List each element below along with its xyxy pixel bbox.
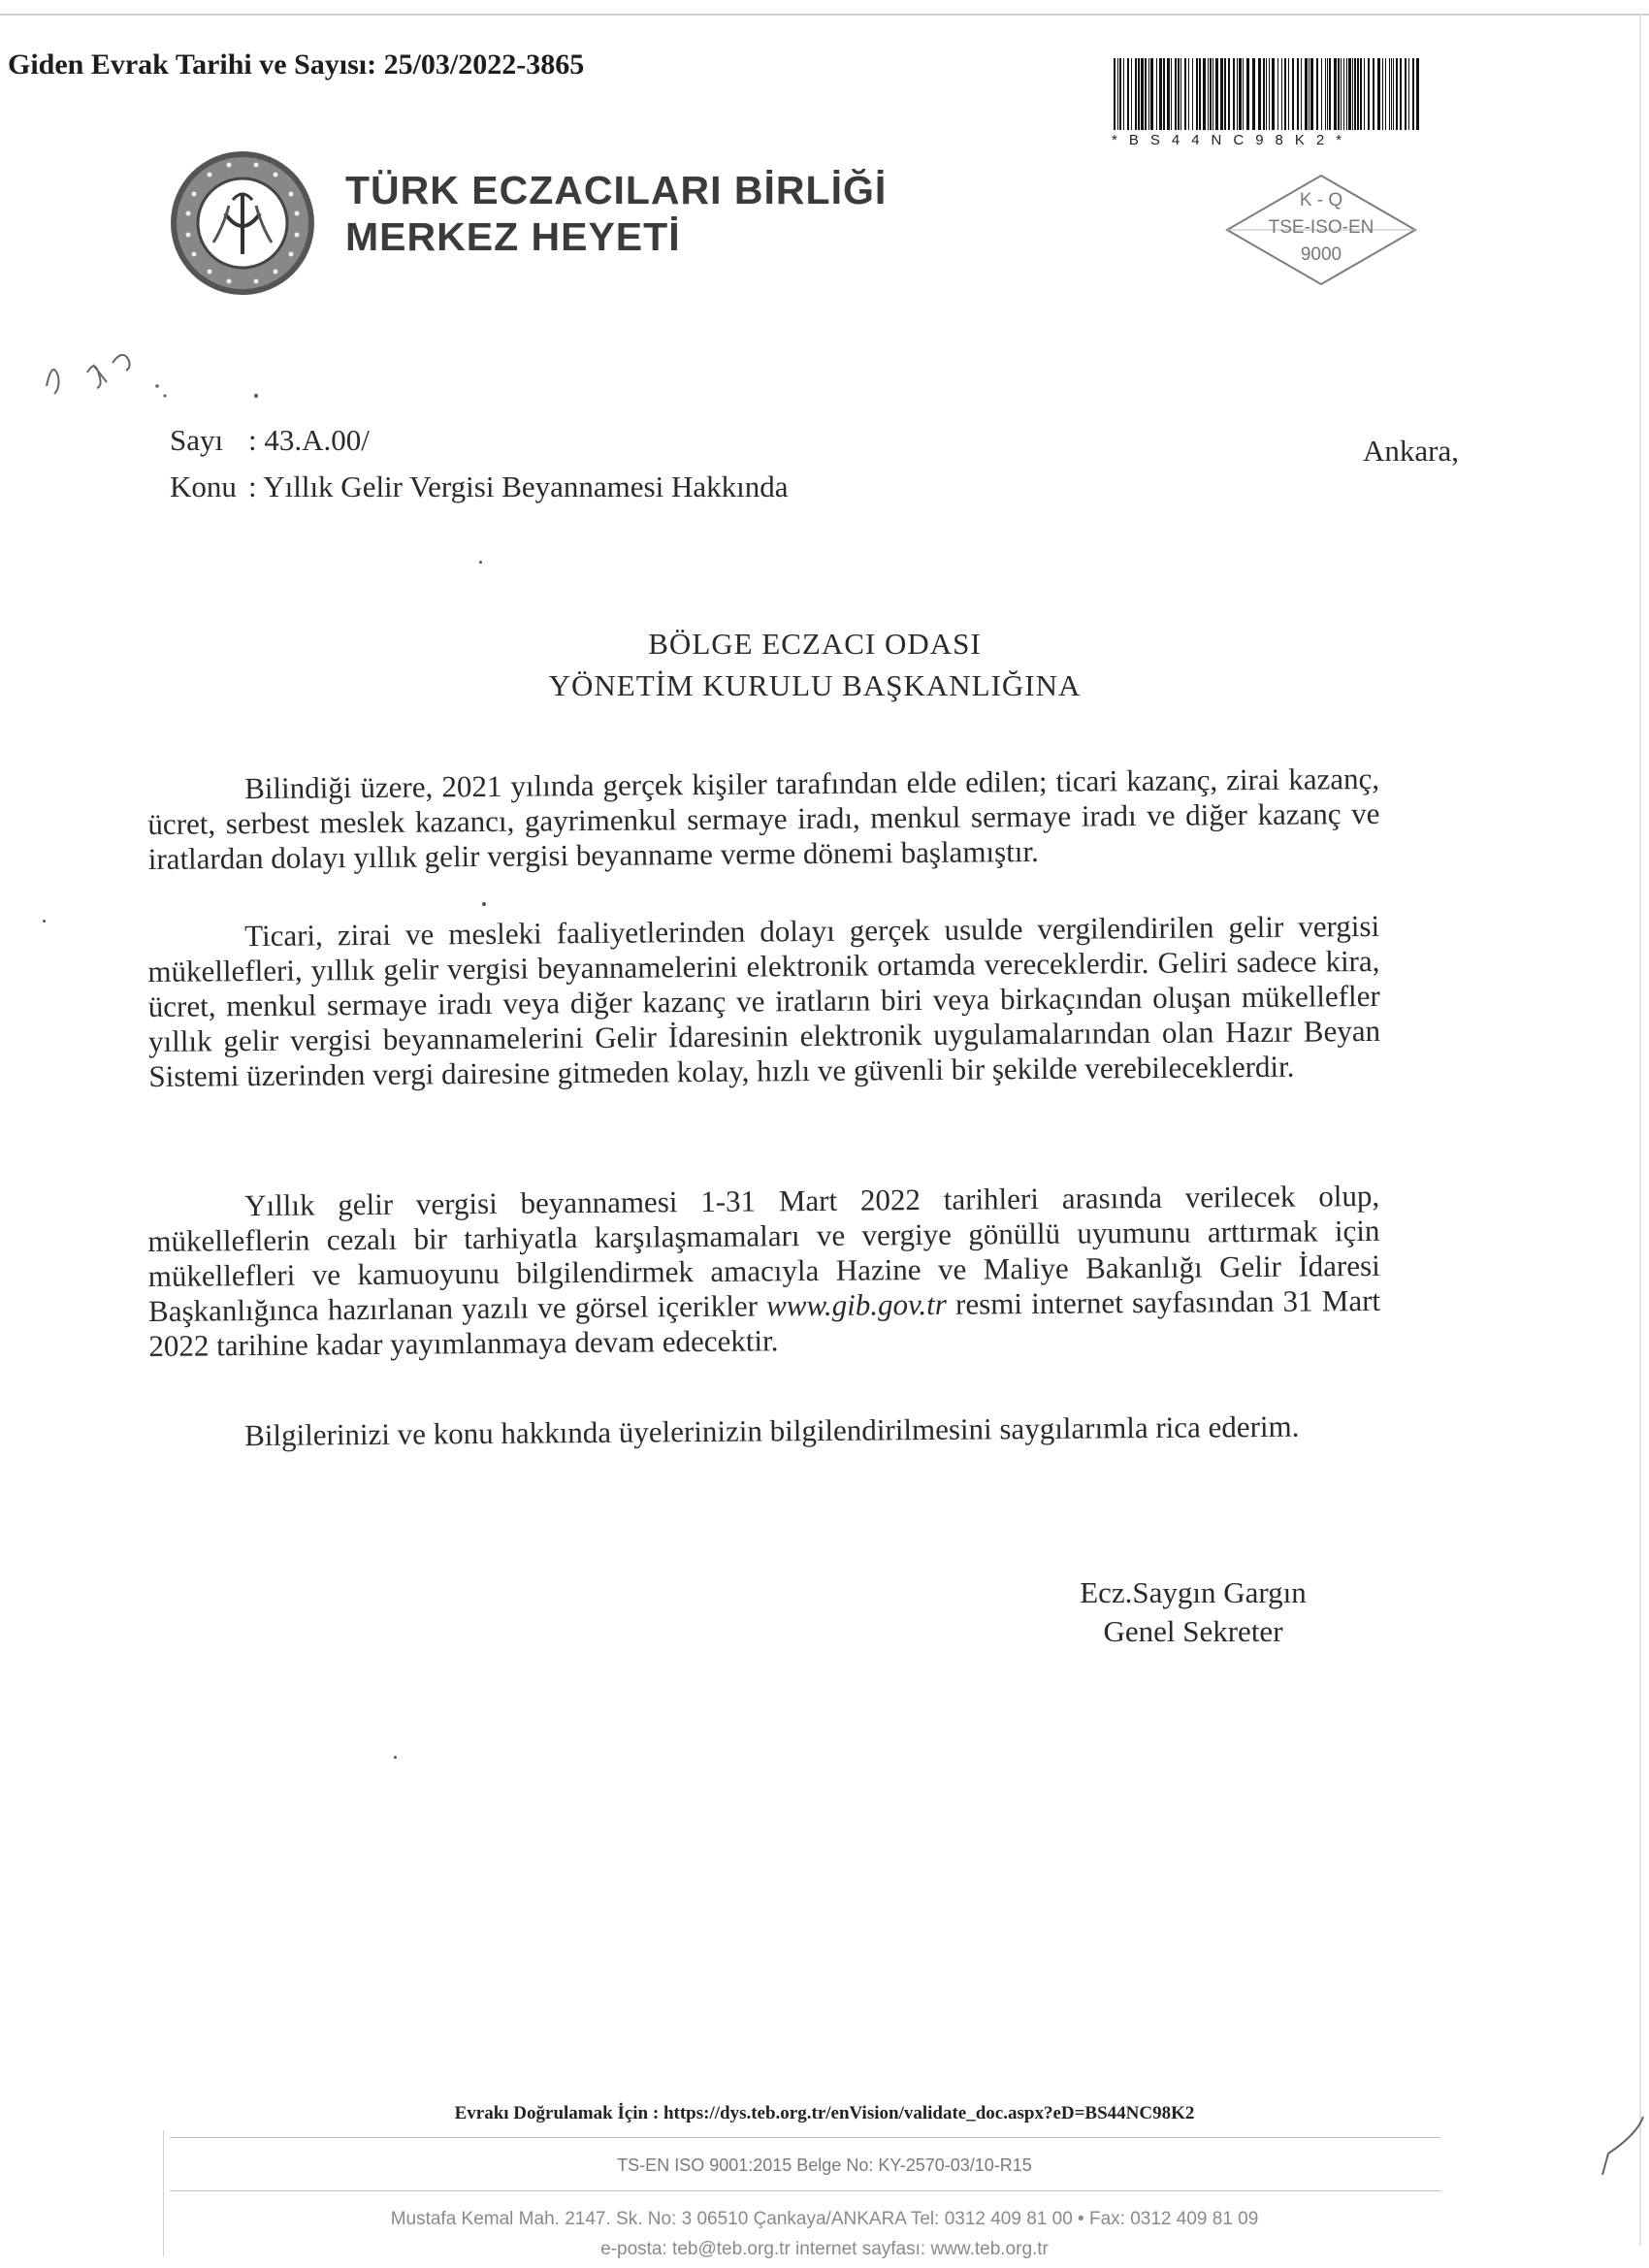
- scan-speck: [43, 920, 46, 923]
- organization-name: [345, 167, 887, 260]
- footer-divider-top: [170, 2137, 1440, 2138]
- reference-number-label: Sayı: [170, 423, 224, 457]
- subject-value: : Yıllık Gelir Vergisi Beyannamesi Hakkında: [248, 470, 789, 503]
- outgoing-document-label: Giden Evrak Tarihi ve Sayısı: 25/03/2022-3865: [8, 49, 585, 81]
- tse-certification-mark: [1224, 173, 1418, 287]
- body-paragraph-2: [147, 909, 1381, 1094]
- iso-certificate-text: TS-EN ISO 9001:2015 Belge No: KY-2570-03/10-R15: [617, 2155, 1032, 2175]
- gib-website-link[interactable]: www.gib.gov.tr: [765, 1286, 948, 1323]
- footer-address: Mustafa Kemal Mah. 2147. Sk. No: 3 06510 Çankaya/ANKARA Tel: 0312 409 81 00 • Fax: 0312 409 81 09: [390, 2209, 1259, 2229]
- tse-mark-line1: K - Q: [1299, 190, 1343, 211]
- organization-seal-icon: [165, 146, 320, 301]
- signature-block: [1048, 1573, 1339, 1651]
- scan-speck: [479, 561, 482, 564]
- subject-row: [170, 464, 788, 510]
- barcode-text: *BS44NC98K2*: [1112, 132, 1354, 148]
- handwritten-mark-icon: [39, 330, 175, 417]
- body-paragraph-3: [147, 1179, 1381, 1364]
- tse-mark-line3: 9000: [1300, 244, 1342, 265]
- reference-number-value: : 43.A.00/: [248, 423, 370, 457]
- reference-number-row: [170, 417, 788, 464]
- signatory-name: Ecz.Saygın Gargın: [1080, 1575, 1307, 1609]
- tse-mark-line2: TSE-ISO-EN: [1268, 217, 1374, 238]
- barcode-icon: [1112, 58, 1426, 134]
- margin-mark-icon: [1599, 2115, 1647, 2212]
- signatory-title: Genel Sekreter: [1103, 1614, 1283, 1648]
- subject-label: Konu: [170, 470, 237, 503]
- organization-name-line1: TÜRK ECZACILARI BİRLİĞİ: [345, 168, 888, 212]
- body-paragraph-3-part2: resmi internet sayfasından 31 Mart 2022 tarihine kadar yayımlanmaya devam edecektir.: [148, 1282, 1381, 1363]
- body-paragraph-2-text: Ticari, zirai ve mesleki faaliyetlerinden dolayı gerçek usulde vergilendirilen gelir vergisi mükellefleri, yıllık gelir vergisi beyannamelerini elektronik ortamda vereceklerdir. Geliri sadece kira, ücret, menkul sermaye iradı veya diğer kazanç ve iratların biri veya birkaçından oluşan mükellefler yıllık gelir vergisi beyannamelerini Gelir İdaresinin elektronik uygulamalarından olan Hazır Beyan Sistemi üzerinden vergi dairesine gitmeden kolay, hızlı ve güvenli bir şekilde verebileceklerdir.: [147, 908, 1381, 1093]
- top-border-line: [0, 14, 1649, 16]
- footer-divider-left: [163, 2130, 164, 2256]
- body-paragraph-3-text: [147, 1179, 1381, 1364]
- addressee-line1: BÖLGE ECZACI ODASI: [648, 627, 982, 661]
- page-edge-line: [1639, 14, 1641, 2245]
- place-of-issue: Ankara,: [1363, 434, 1459, 468]
- scan-speck: [394, 1756, 397, 1759]
- footer-contact: e-posta: teb@teb.org.tr internet sayfası: www.teb.org.tr: [600, 2239, 1049, 2259]
- footer-divider-middle: [170, 2190, 1440, 2191]
- document-meta: [170, 417, 788, 510]
- scan-speck: [482, 902, 486, 906]
- body-paragraph-3-part1: Yıllık gelir vergisi beyannamesi 1-31 Mart 2022 tarihleri arasında verilecek olup, mükelleflerin cezalı bir tarhiyatla karşılaşmamaları ve vergiye gönüllü uyumunu arttırmak için mükellefleri ve kamuoyunu bilgilendirmek amacıyla Hazine ve Maliye Bakanlığı Gelir İdaresi Başkanlığınca hazırlanan yazılı ve görsel içerikler: [147, 1178, 1380, 1328]
- scan-speck: [254, 394, 258, 398]
- verification-link[interactable]: Evrakı Doğrulamak İçin : https://dys.teb.org.tr/enVision/validate_doc.aspx?eD=BS44NC98K2: [454, 2103, 1195, 2123]
- body-paragraph-4-text: Bilgilerinizi ve konu hakkında üyelerinizin bilgilendirilmesini saygılarımla rica ederim.: [243, 1409, 1300, 1453]
- body-paragraph-4: [147, 1409, 1379, 1454]
- addressee-line2: YÖNETİM KURULU BAŞKANLIĞINA: [548, 668, 1082, 702]
- organization-name-line2: MERKEZ HEYETİ: [345, 214, 681, 259]
- body-paragraph-1-text: Bilindiği üzere, 2021 yılında gerçek kişiler tarafından elde edilen; ticari kazanç, zirai kazanç, ücret, serbest meslek kazancı, gayrimenkul sermaye iradı, menkul sermaye iradı ve diğer kazanç ve iratlardan dolayı yıllık gelir vergisi beyanname verme dönemi başlamıştır.: [147, 761, 1380, 876]
- addressee-block: [407, 623, 1222, 706]
- body-paragraph-1: [147, 761, 1380, 877]
